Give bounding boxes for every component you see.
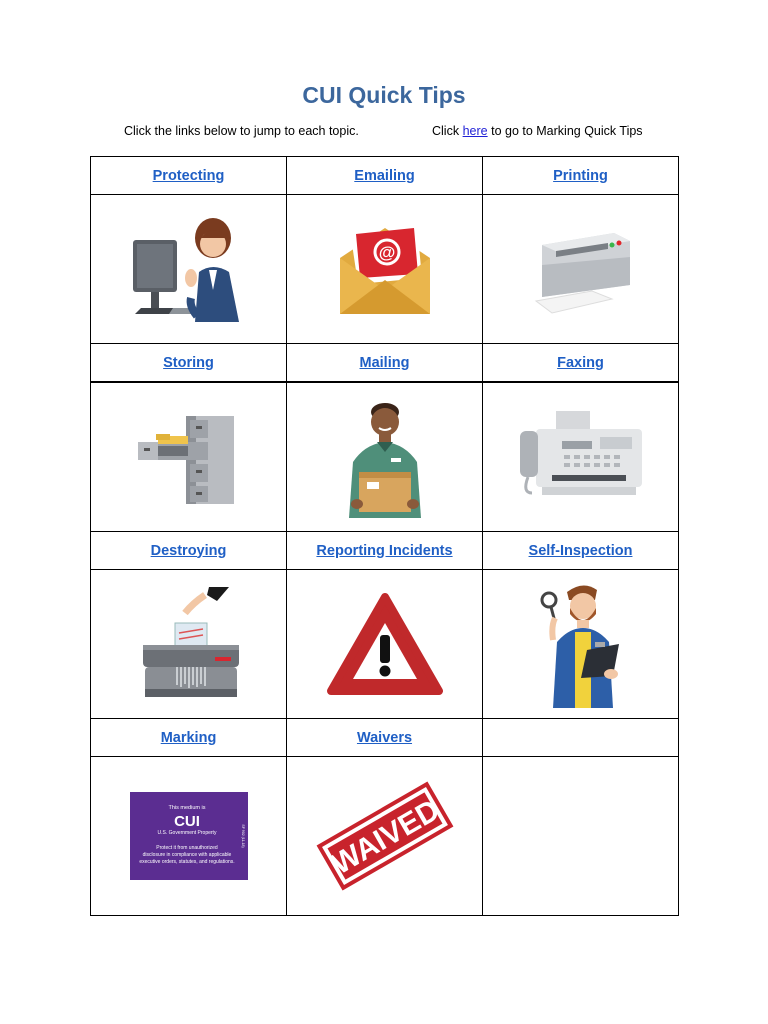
topics-table bbox=[90, 156, 679, 916]
printing-image-cell bbox=[483, 195, 679, 344]
waived-stamp-icon bbox=[315, 776, 455, 896]
marking-quick-tips-link[interactable]: here bbox=[462, 124, 488, 138]
warning-triangle-icon bbox=[325, 589, 445, 699]
cui-line1: This medium is bbox=[168, 805, 205, 811]
topic-cell-reporting-incidents bbox=[287, 532, 483, 570]
protecting-image-cell bbox=[91, 195, 287, 344]
marking-tips-sentence bbox=[432, 124, 643, 138]
svg-text:@: @ bbox=[378, 243, 395, 262]
protecting-link[interactable]: Protecting bbox=[152, 167, 225, 184]
page-title: CUI Quick Tips bbox=[302, 82, 466, 108]
cui-line4: Protect it from unauthorized bbox=[155, 845, 218, 851]
email-envelope-icon bbox=[330, 214, 440, 324]
cui-line3: U.S. Government Property bbox=[157, 830, 216, 836]
empty-image-cell bbox=[483, 757, 679, 916]
topic-cell-faxing bbox=[483, 344, 679, 383]
faxing-link[interactable]: Faxing bbox=[557, 354, 604, 371]
cui-line6: executive orders, statutes, and regulations. bbox=[138, 859, 235, 865]
destroying-link[interactable]: Destroying bbox=[150, 542, 227, 559]
topic-cell-marking bbox=[91, 719, 287, 757]
intro-text: Click the links below to jump to each topic. bbox=[124, 124, 359, 138]
mailing-link[interactable]: Mailing bbox=[359, 354, 410, 371]
reporting-image-cell bbox=[287, 570, 483, 719]
storing-image-cell bbox=[91, 382, 287, 532]
waivers-link[interactable]: Waivers bbox=[356, 729, 413, 746]
printing-link[interactable]: Printing bbox=[553, 167, 608, 184]
person-at-computer-icon bbox=[129, 210, 249, 328]
topic-cell-mailing bbox=[287, 344, 483, 383]
intro-suffix: to go to Marking Quick Tips bbox=[491, 124, 643, 138]
storing-link[interactable]: Storing bbox=[163, 354, 214, 371]
printer-icon bbox=[526, 219, 636, 319]
mailing-image-cell bbox=[287, 382, 483, 532]
topic-cell-waivers bbox=[287, 719, 483, 757]
fax-machine-icon bbox=[516, 407, 646, 507]
self-inspection-link[interactable]: Self-Inspection bbox=[528, 542, 633, 559]
cui-side: SF 902 (11-18) bbox=[240, 824, 245, 848]
intro-prefix: Click bbox=[432, 124, 460, 138]
marking-image-cell bbox=[91, 757, 287, 916]
marking-link[interactable]: Marking bbox=[160, 729, 217, 746]
reporting-incidents-link[interactable]: Reporting Incidents bbox=[316, 542, 453, 559]
cui-label-icon bbox=[130, 792, 248, 880]
cui-line2: CUI bbox=[173, 813, 200, 830]
inspector-magnifier-icon bbox=[531, 578, 631, 710]
shredder-icon bbox=[131, 585, 247, 703]
topic-cell-destroying bbox=[91, 532, 287, 570]
self-inspection-image-cell bbox=[483, 570, 679, 719]
topic-cell-empty bbox=[483, 719, 679, 757]
topic-cell-printing bbox=[483, 157, 679, 195]
emailing-link[interactable]: Emailing bbox=[354, 167, 415, 184]
destroying-image-cell bbox=[91, 570, 287, 719]
topic-cell-protecting bbox=[91, 157, 287, 195]
cui-line5: disclosure in compliance with applicable bbox=[142, 852, 231, 858]
faxing-image-cell bbox=[483, 382, 679, 532]
emailing-image-cell bbox=[287, 195, 483, 344]
waived-text: WAIVED bbox=[325, 793, 445, 882]
topic-cell-self-inspection bbox=[483, 532, 679, 570]
waivers-image-cell bbox=[287, 757, 483, 916]
topic-cell-storing bbox=[91, 344, 287, 383]
topic-cell-emailing bbox=[287, 157, 483, 195]
file-cabinet-icon bbox=[134, 402, 244, 512]
mail-carrier-package-icon bbox=[335, 392, 435, 522]
